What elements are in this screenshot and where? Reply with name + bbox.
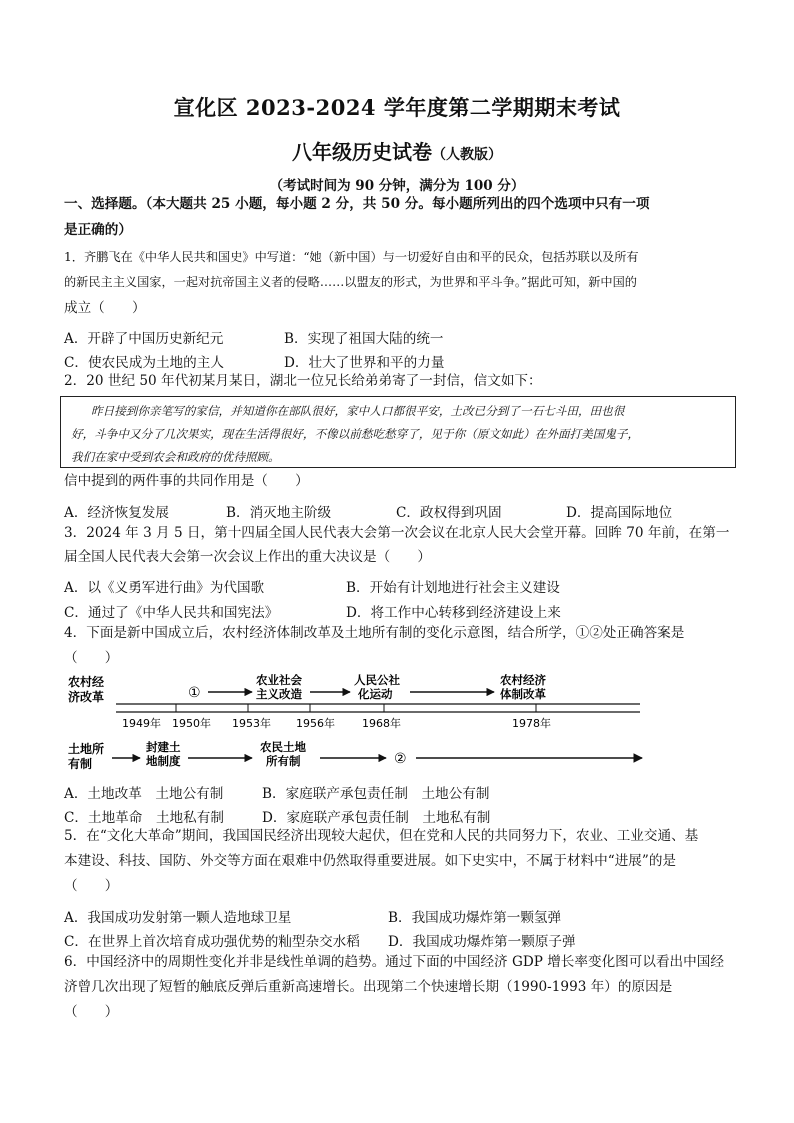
year-label: 1956年 [296,717,335,730]
q2-stem: 2．20 世纪 50 年代初某月某日，湖北一位兄长给弟弟寄了一封信，信文如下： [64,373,542,389]
q2-question: 信中提到的两件事的共同作用是（ ） [64,473,309,489]
q1-option-a: A．开辟了中国历史新纪元 [64,331,224,347]
year-label: 1950年 [172,717,211,730]
row1-step-4b: 体制改革 [500,687,546,701]
year-label: 1978年 [512,717,551,730]
row1-label: 农村经 [68,675,105,689]
letter-line: 昨日接到你亲笔写的家信，并知道你在部队很好，家中人口都很平安，土改已分到了一石七斗田，田也很 [91,404,625,418]
q1-stem-line1: 1．齐鹏飞在《中华人民共和国史》中写道：“她（新中国）与一切爱好自由和平的民众，包括苏联以及所有 [64,250,639,264]
exam-info: （考试时间为 90 分钟，满分为 100 分） [269,178,525,194]
q6-stem-line3: （ ） [64,1004,119,1020]
q1-option-b: B．实现了祖国大陆的统一 [284,331,444,347]
row1-label: 济改革 [68,690,105,704]
q4-timeline-diagram [60,668,650,776]
exam-title: 宣化区 2023-2024 学年度第二学期期末考试 [173,95,621,120]
q5-option-d: D．我国成功爆炸第一颗原子弹 [388,934,576,950]
q4-stem-line2: （ ） [64,650,119,666]
q4-stem-line1: 4．下面是新中国成立后，农村经济体制改革及土地所有制的变化示意图，结合所学，①②处正确答案是 [64,625,685,641]
section-heading: 一、选择题。（本大题共 25 小题，每小题 2 分，共 50 分。每小题所列出的四个选项中只有一项 [64,196,650,212]
row2-step-3: ② [394,751,407,767]
q6-stem-line1: 6．中国经济中的周期性变化并非是线性单调的趋势。通过下面的中国经济 GDP 增长率变化图可以看出中国经 [64,954,724,970]
row2-step-2b: 所有制 [266,754,301,768]
edition-label: （人教版） [432,147,502,163]
year-label: 1968年 [362,717,401,730]
q2-option-b: B．消灭地主阶级 [226,505,332,521]
q6-stem-line2: 济曾几次出现了短暂的触底反弹后重新高速增长。出现第二个快速增长期（1990-1993 年）的原因是 [64,979,673,995]
q1-stem-line2: 的新民主主义国家，一起对抗帝国主义者的侵略……以盟友的形式，为世界和平斗争。”据此可知，新中国的 [64,275,637,289]
q4-option-d: D．家庭联产承包责任制 土地私有制 [262,810,491,826]
letter-line: 我们在家中受到农会和政府的优待照顾。 [71,450,280,464]
row2-label: 有制 [68,757,93,771]
q3-stem-line2: 届全国人民代表大会第一次会议上作出的重大决议是（ ） [64,549,432,565]
row2-label: 土地所 [68,742,105,756]
subject-title: 八年级历史试卷 [292,140,432,164]
section-heading-cont: 是正确的） [64,222,132,238]
q3-option-d: D．将工作中心转移到经济建设上来 [346,605,561,621]
q5-option-c: C．在世界上首次培育成功强优势的籼型杂交水稻 [64,934,360,950]
q1-option-c: C．使农民成为土地的主人 [64,355,224,371]
q5-stem-line1: 5．在“文化大革命”期间，我国国民经济出现较大起伏，但在党和人民的共同努力下，农业、工业交通、基 [64,828,699,844]
q2-option-c: C．政权得到巩固 [396,505,502,521]
q4-option-a: A．土地改革 土地公有制 [64,786,224,802]
letter-line: 好，斗争中又分了几次果实，现在生活得很好，不像以前愁吃愁穿了，见于你（原文如此）在外面打美国鬼子， [71,427,640,441]
row1-step-3b: 化运动 [358,687,393,701]
q2-letter-box [60,396,736,468]
q4-option-b: B．家庭联产承包责任制 土地公有制 [262,786,490,802]
q5-option-a: A．我国成功发射第一颗人造地球卫星 [64,910,292,926]
q3-option-b: B．开始有计划地进行社会主义建设 [346,580,560,596]
q3-option-c: C．通过了《中华人民共和国宪法》 [64,605,279,621]
row1-step-4: 农村经济 [500,673,546,687]
row1-step-2: 农业社会 [256,673,302,687]
row2-step-1b: 地制度 [146,754,181,768]
q3-stem-line1: 3．2024 年 3 月 5 日，第十四届全国人民代表大会第一次会议在北京人民大会堂开幕。回眸 70 年前，在第一 [64,525,730,541]
row1-step-3: 人民公社 [354,673,400,687]
q3-option-a: A．以《义勇军进行曲》为代国歌 [64,580,265,596]
q2-option-a: A．经济恢复发展 [64,505,169,521]
q5-stem-line2: 本建设、科技、国防、外交等方面在艰难中仍然取得重要进展。如下史实中，不属于材料中“进展”的是 [64,853,677,869]
exam-subtitle [0,136,794,165]
q1-option-d: D．壮大了世界和平的力量 [284,355,445,371]
row1-step-1: ① [188,685,201,701]
q4-option-c: C．土地革命 土地私有制 [64,810,224,826]
year-label: 1949年 [122,717,161,730]
row1-step-2b: 主义改造 [256,687,302,701]
q5-option-b: B．我国成功爆炸第一颗氢弹 [388,910,562,926]
year-label: 1953年 [232,717,271,730]
row2-step-1: 封建土 [146,740,181,754]
q2-option-d: D．提高国际地位 [566,505,673,521]
row2-step-2: 农民土地 [260,740,306,754]
q5-stem-line3: （ ） [64,878,119,894]
q1-stem-line3: 成立（ ） [64,300,146,316]
